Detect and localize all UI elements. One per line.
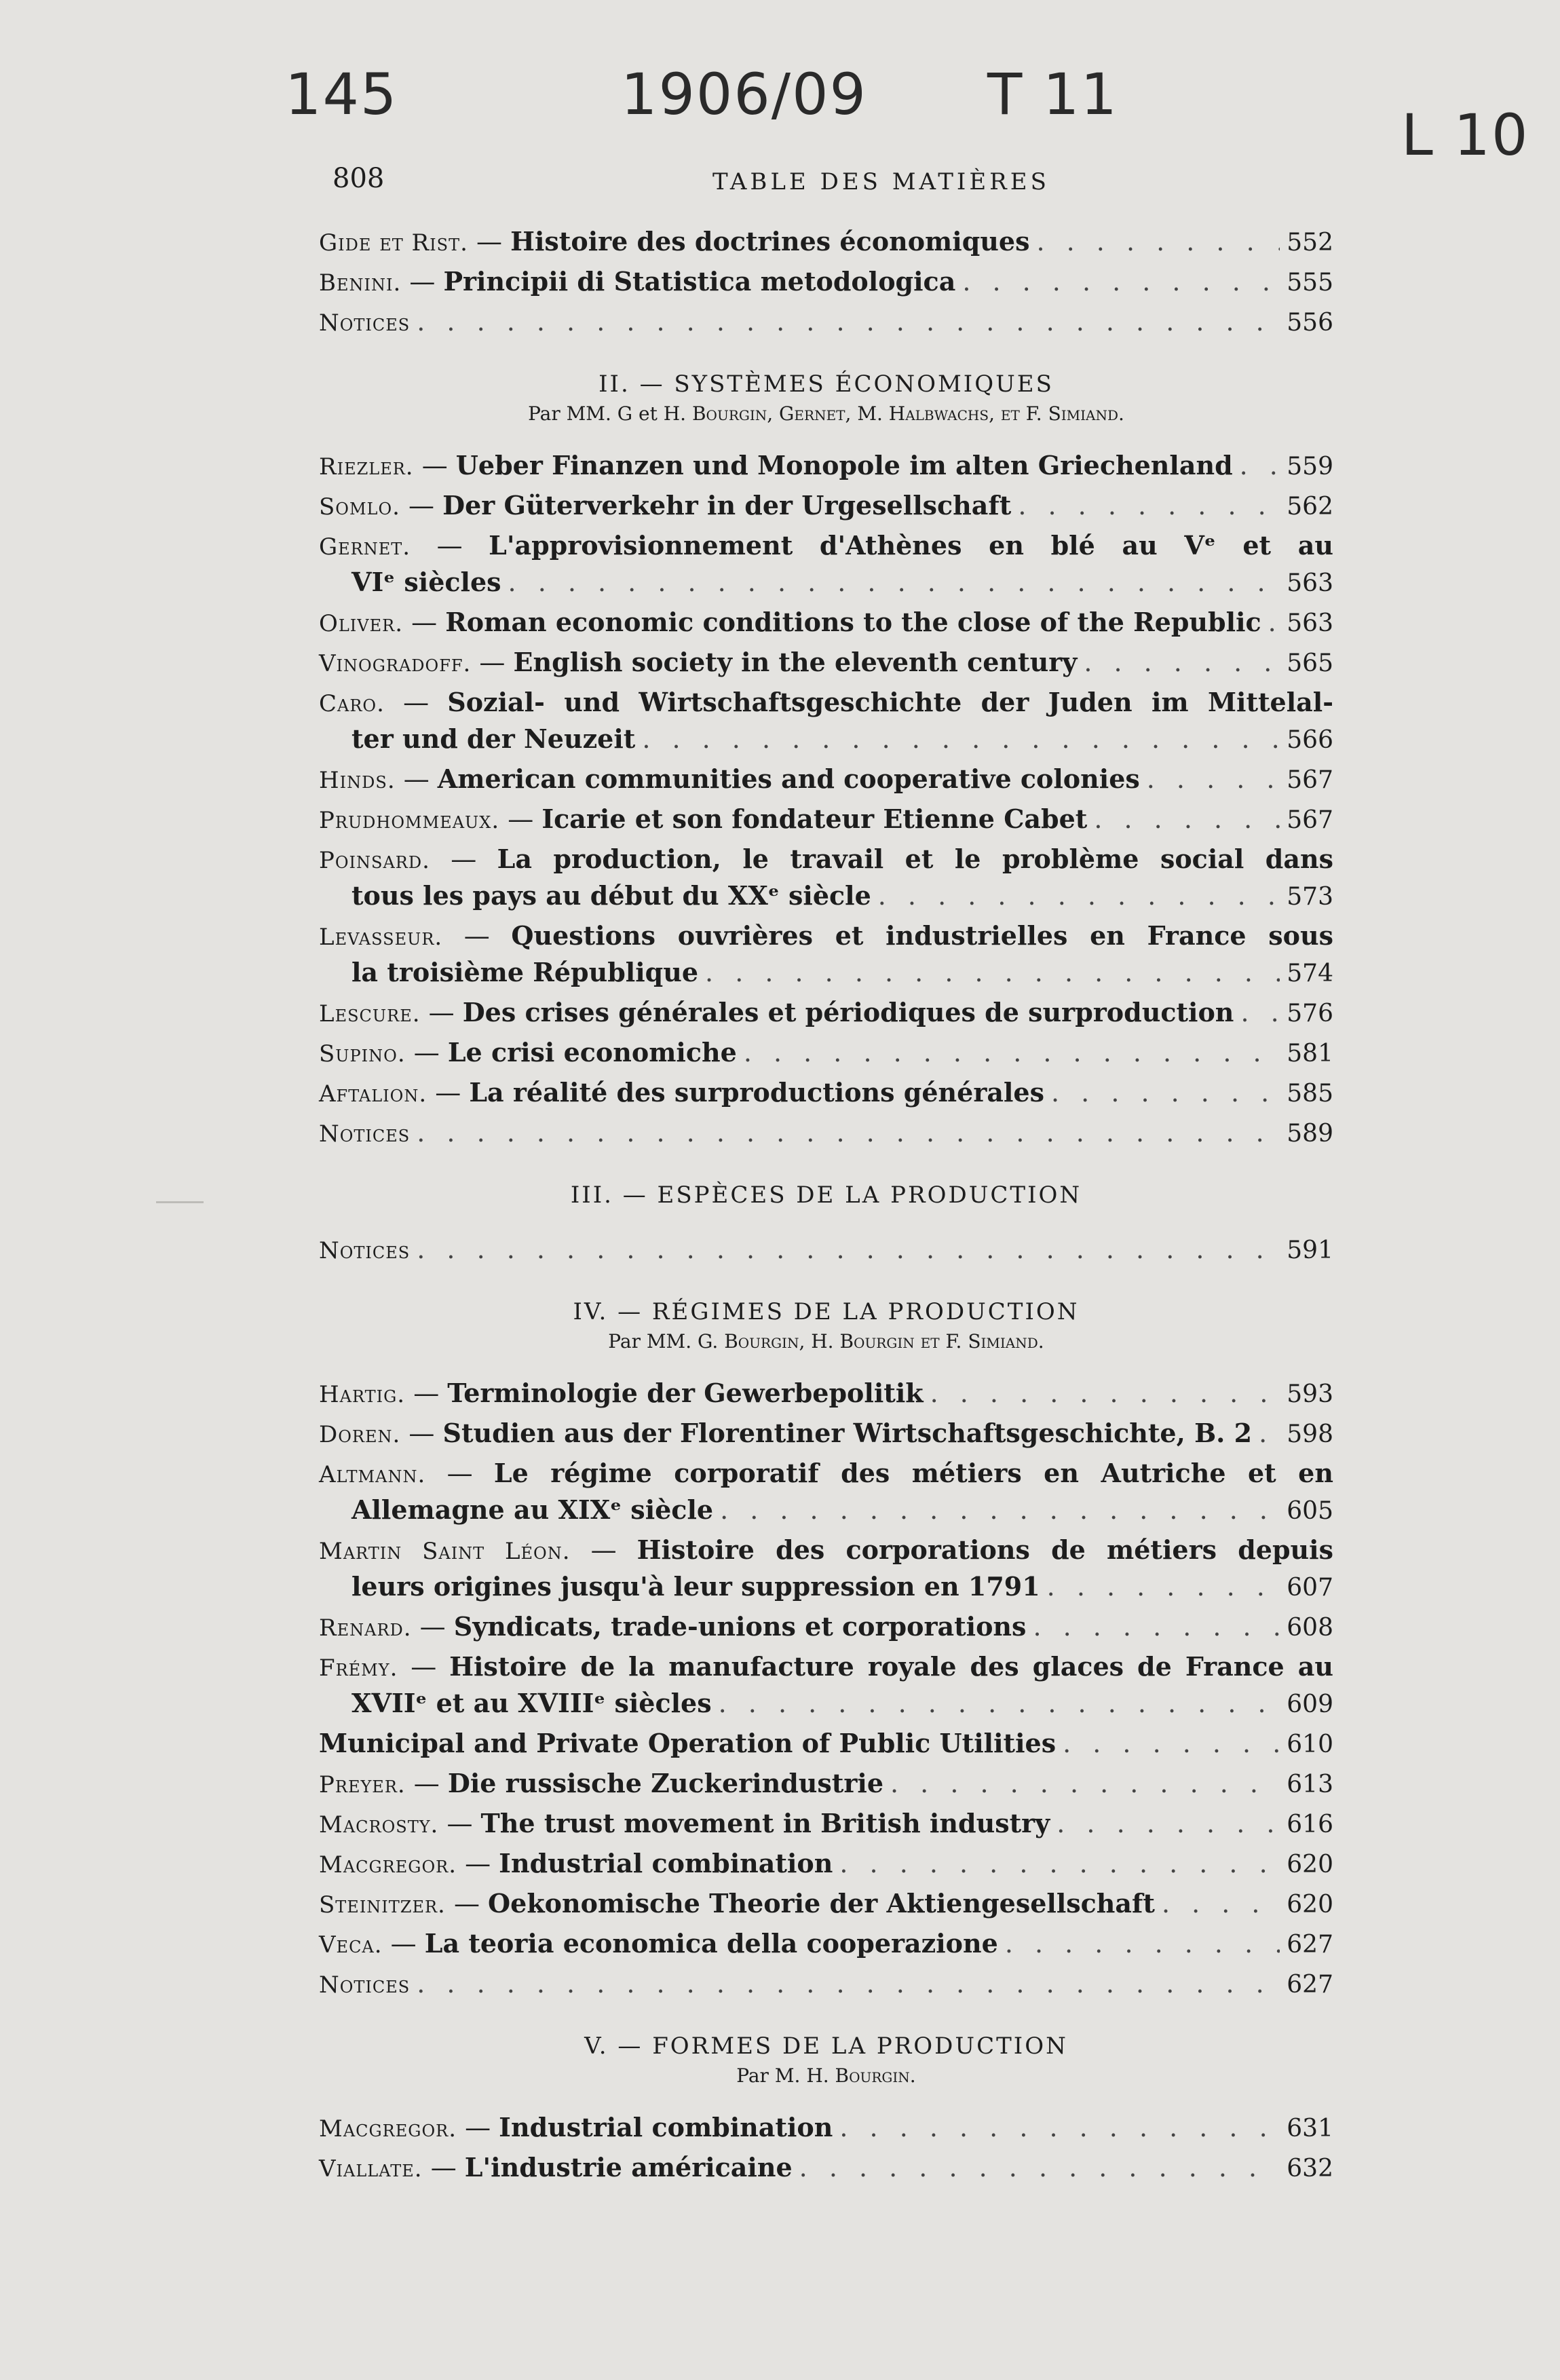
entry-author: Preyer. [319, 1771, 406, 1798]
entry-text [319, 224, 1029, 261]
page-number: 808 [332, 163, 385, 194]
entry-line [319, 645, 1333, 681]
entry-dash: — [398, 1652, 450, 1682]
entry-author: Altmann. [319, 1461, 426, 1488]
entry-text [319, 2150, 793, 2187]
dot-leader [1051, 1075, 1280, 1110]
handwritten-annotation-left: 145 [285, 61, 398, 128]
entry-line [319, 1886, 1333, 1923]
entry-author: Macgregor. [319, 1851, 457, 1878]
entry-dash: — [442, 921, 512, 951]
entry-author: Somlo. [319, 493, 400, 521]
entry-author: Hinds. [319, 767, 396, 794]
section-heading-3: III. — ESPÈCES DE LA PRODUCTION [570, 1182, 1082, 1209]
entry-text [319, 488, 1011, 525]
byline-names: Bourgin, Gernet, M. Halbwachs, et F. Simiand. [691, 402, 1124, 425]
section-heading-5: V. — FORMES DE LA PRODUCTION [584, 2033, 1068, 2060]
dot-leader [1240, 448, 1280, 483]
toc-entry [319, 488, 1333, 525]
byline-prefix: Par MM. G. [608, 1330, 719, 1353]
entry-line [319, 1926, 1333, 1963]
entry-title: Le régime corporatif des métiers en Autriche et en [493, 1458, 1333, 1488]
toc-entry [319, 918, 1333, 991]
entry-text [319, 2110, 833, 2147]
entry-title-continued: VIᵉ siècles [351, 567, 501, 597]
entry-author: Prudhommeaux. [319, 807, 500, 834]
entry-continuation-line [319, 878, 1333, 915]
entry-page: 591 [1287, 1236, 1333, 1264]
handwritten-annotation-volume: T 11 [987, 61, 1118, 128]
entry-author: Viallate. [319, 2155, 423, 2183]
entry-page: 607 [1287, 1574, 1333, 1602]
toc-entry [319, 995, 1333, 1032]
dot-leader [839, 2110, 1280, 2145]
dot-leader [744, 1035, 1280, 1070]
toc-entry [319, 605, 1333, 641]
entry-page: 608 [1287, 1614, 1333, 1642]
dot-leader [720, 1492, 1280, 1528]
toc-entry [319, 1886, 1333, 1923]
entry-text [319, 605, 1261, 641]
entry-line [319, 224, 1333, 261]
entry-page: 565 [1287, 649, 1333, 677]
entry-line [319, 2110, 1333, 2147]
entry-title: Roman economic conditions to the close of the Republic [445, 607, 1261, 637]
entry-page: 632 [1287, 2155, 1333, 2183]
entry-line [319, 304, 1333, 341]
entry-dash: — [427, 1078, 470, 1108]
toc-entry [319, 528, 1333, 601]
entry-continuation-line [319, 955, 1333, 991]
entry-page: 566 [1287, 726, 1333, 754]
entry-page: 627 [1287, 1971, 1333, 1999]
entry-page: 562 [1287, 493, 1333, 521]
entry-line [319, 1726, 1333, 1762]
entry-title-line [319, 1456, 1333, 1492]
entry-line [319, 1075, 1333, 1112]
entry-dash: — [405, 1769, 448, 1798]
entry-author: Oliver. [319, 610, 404, 637]
entry-dash: — [400, 491, 443, 521]
dot-leader [1036, 224, 1280, 259]
entry-text [319, 264, 955, 301]
entry-dash: — [411, 1612, 454, 1642]
entry-page: 616 [1287, 1811, 1333, 1838]
toc-entry [319, 448, 1333, 485]
entry-page: 573 [1287, 883, 1333, 911]
entry-page: 576 [1287, 1000, 1333, 1027]
entry-title-continued: leurs origines jusqu'à leur suppression en 1791 [351, 1571, 1040, 1602]
dot-leader [1240, 995, 1280, 1030]
entry-title: Icarie et son fondateur Etienne Cabet [541, 804, 1088, 834]
entry-title: Principii di Statistica metodologica [443, 266, 956, 297]
entry-text [319, 645, 1077, 681]
entry-author: Vinogradoff. [319, 650, 472, 677]
entry-dash: — [395, 764, 438, 794]
section-byline-4 [319, 1328, 1333, 1355]
toc-entry [319, 1376, 1333, 1412]
entry-title: Histoire de la manufacture royale des glaces de France au [449, 1651, 1333, 1682]
entry-dash: — [413, 451, 456, 480]
entry-line [319, 1416, 1333, 1452]
toc-entry [319, 1075, 1333, 1112]
toc-group-4 [319, 1376, 1333, 2003]
dot-leader [839, 1846, 1280, 1881]
dot-leader [417, 304, 1280, 339]
margin-mark [156, 1201, 204, 1203]
dot-leader [1268, 605, 1280, 640]
dot-leader [1018, 488, 1280, 523]
byline-names: Bourgin, H. Bourgin et F. Simiand. [724, 1330, 1044, 1353]
entry-title: Ueber Finanzen und Monopole im alten Griechenland [455, 450, 1233, 480]
entry-page: 581 [1287, 1040, 1333, 1068]
entry-title: Syndicats, trade-unions et corporations [453, 1611, 1027, 1642]
running-head: TABLE DES MATIÈRES [712, 168, 1050, 195]
table-of-contents [319, 224, 1333, 2190]
entry-line [319, 1609, 1333, 1646]
entry-dash: — [420, 998, 463, 1027]
entry-dash: — [570, 1535, 637, 1565]
entry-page: 609 [1287, 1690, 1333, 1718]
toc-entry [319, 1532, 1333, 1606]
dot-leader [878, 878, 1280, 913]
entry-dash: — [499, 804, 542, 834]
entry-text [319, 801, 1087, 838]
dot-leader [719, 1686, 1280, 1721]
entry-line [319, 1376, 1333, 1412]
entry-notices: Notices [319, 309, 411, 337]
entry-text [319, 1075, 1044, 1112]
entry-page: 552 [1287, 229, 1333, 257]
dot-leader [508, 565, 1280, 600]
entry-title-line [319, 842, 1333, 878]
entry-text [319, 1035, 737, 1072]
entry-author: Gide et Rist. [319, 229, 468, 257]
entry-page: 555 [1287, 269, 1333, 297]
entry-text [319, 1115, 410, 1152]
entry-author: Poinsard. [319, 847, 430, 874]
entry-text [319, 1609, 1026, 1646]
entry-dash: — [411, 531, 489, 561]
entry-title: Studien aus der Florentiner Wirtschaftsgeschichte, B. 2 [442, 1418, 1253, 1448]
entry-dash: — [445, 1889, 489, 1919]
entry-dash: — [401, 267, 444, 297]
entry-page: 620 [1287, 1891, 1333, 1919]
section-heading-2: II. — SYSTÈMES ÉCONOMIQUES [598, 371, 1054, 398]
handwritten-annotation-right: L 10 [1401, 102, 1529, 168]
entry-text [319, 761, 1140, 798]
entry-line [319, 488, 1333, 525]
entry-page: 593 [1287, 1380, 1333, 1408]
entry-dash: — [384, 687, 448, 717]
entry-line [319, 264, 1333, 301]
entry-text [319, 1926, 998, 1963]
entry-author: Caro. [319, 690, 385, 717]
toc-entry [319, 1456, 1333, 1529]
entry-title-line [319, 528, 1333, 565]
entry-continuation-line [319, 1492, 1333, 1529]
dot-leader [962, 264, 1280, 299]
toc-entry [319, 1609, 1333, 1646]
entry-title: The trust movement in British industry [480, 1808, 1050, 1838]
entry-title: Questions ouvrières et industrielles en France sous [511, 920, 1333, 951]
entry-line [319, 1966, 1333, 2003]
toc-entry [319, 2110, 1333, 2147]
entry-line [319, 995, 1333, 1032]
entry-title: English society in the eleventh century [513, 647, 1078, 677]
entry-continuation-line [319, 1569, 1333, 1606]
entry-line [319, 761, 1333, 798]
section-heading-4: IV. — RÉGIMES DE LA PRODUCTION [573, 1298, 1080, 1325]
entry-author: Macrosty. [319, 1811, 439, 1838]
section-byline-2 [319, 400, 1333, 428]
toc-entry [319, 645, 1333, 681]
dot-leader [1084, 645, 1280, 680]
toc-entry [319, 224, 1333, 261]
entry-page: 559 [1287, 453, 1333, 480]
entry-author: Doren. [319, 1421, 401, 1448]
toc-group-1 [319, 224, 1333, 341]
entry-line [319, 1232, 1333, 1268]
entry-title: Des crises générales et périodiques de surproduction [462, 997, 1234, 1027]
entry-line [319, 801, 1333, 838]
entry-dash: — [403, 607, 446, 637]
entry-page: 589 [1287, 1120, 1333, 1148]
entry-author: Riezler. [319, 453, 414, 480]
toc-entry [319, 1115, 1333, 1152]
entry-line [319, 605, 1333, 641]
entry-text [319, 1846, 833, 1883]
entry-title-line [319, 1532, 1333, 1569]
entry-title: Die russische Zuckerindustrie [447, 1768, 883, 1798]
toc-entry [319, 761, 1333, 798]
entry-title: La teoria economica della cooperazione [424, 1928, 998, 1959]
entry-notices: Notices [319, 1971, 411, 1999]
dot-leader [799, 2150, 1280, 2185]
toc-entry [319, 1926, 1333, 1963]
dot-leader [1005, 1926, 1280, 1961]
byline-names: Bourgin. [835, 2064, 916, 2087]
entry-line [319, 1766, 1333, 1802]
entry-dash: — [468, 227, 511, 257]
entry-page: 610 [1287, 1731, 1333, 1758]
entry-author: Macgregor. [319, 2115, 457, 2142]
dot-leader [417, 1232, 1280, 1267]
handwritten-annotation-date: 1906/09 [621, 61, 867, 128]
entry-notices: Notices [319, 1237, 411, 1264]
entry-line [319, 2150, 1333, 2187]
entry-continuation-line [319, 721, 1333, 758]
entry-title-continued: la troisième République [351, 957, 699, 987]
toc-entry [319, 1649, 1333, 1722]
dot-leader [417, 1966, 1280, 2001]
toc-group-3 [319, 1232, 1333, 1268]
entry-page: 563 [1287, 609, 1333, 637]
toc-entry [319, 2150, 1333, 2187]
entry-text [319, 995, 1234, 1032]
entry-title-continued: ter und der Neuzeit [351, 723, 636, 754]
entry-author: Hartig. [319, 1381, 406, 1408]
entry-author: Gernet. [319, 533, 411, 561]
entry-line [319, 1035, 1333, 1072]
entry-text [319, 1232, 410, 1268]
entry-page: 627 [1287, 1931, 1333, 1959]
entry-author: Veca. [319, 1931, 383, 1959]
dot-leader [1047, 1569, 1280, 1604]
dot-leader [1147, 761, 1280, 797]
entry-page: 567 [1287, 766, 1333, 794]
entry-title-line [319, 1649, 1333, 1686]
entry-page: 567 [1287, 806, 1333, 834]
entry-title-line [319, 918, 1333, 955]
toc-entry [319, 1035, 1333, 1072]
entry-title: Industrial combination [499, 2112, 833, 2142]
entry-page: 631 [1287, 2115, 1333, 2142]
entry-text [319, 1376, 924, 1412]
entry-text [319, 448, 1233, 485]
byline-prefix: Par MM. G et H. [528, 402, 687, 425]
entry-title-continued: XVIIᵉ et au XVIIIᵉ siècles [351, 1688, 712, 1718]
toc-entry [319, 1766, 1333, 1802]
entry-title-continued: tous les pays au début du XXᵉ siècle [351, 880, 871, 911]
entry-title: Der Güterverkehr in der Urgesellschaft [442, 490, 1012, 521]
entry-title: La réalité des surproductions générales [469, 1077, 1045, 1108]
toc-group-5 [319, 2110, 1333, 2187]
entry-title: Histoire des corporations de métiers depuis [636, 1534, 1333, 1565]
entry-line [319, 1115, 1333, 1152]
entry-author: Renard. [319, 1614, 412, 1642]
entry-dash: — [438, 1809, 481, 1838]
entry-notices: Notices [319, 1120, 411, 1148]
entry-page: 605 [1287, 1497, 1333, 1525]
entry-page: 598 [1287, 1420, 1333, 1448]
entry-page: 585 [1287, 1080, 1333, 1108]
entry-page: 620 [1287, 1851, 1333, 1878]
dot-leader [1057, 1806, 1280, 1841]
entry-page: 563 [1287, 569, 1333, 597]
dot-leader [1063, 1726, 1280, 1761]
entry-title: Terminologie der Gewerbepolitik [447, 1378, 924, 1408]
entry-dash: — [430, 844, 497, 874]
entry-page: 574 [1287, 960, 1333, 987]
dot-leader [642, 721, 1280, 757]
toc-entry [319, 1846, 1333, 1883]
entry-title: L'approvisionnement d'Athènes en blé au Vᵉ et au [489, 530, 1333, 561]
toc-entry [319, 1966, 1333, 2003]
entry-author: Aftalion. [319, 1080, 427, 1108]
entry-title: Municipal and Private Operation of Public Utilities [319, 1728, 1057, 1758]
entry-text [319, 1806, 1050, 1843]
entry-dash: — [382, 1929, 425, 1959]
byline-prefix: Par M. H. [736, 2064, 829, 2087]
entry-title: Industrial combination [499, 1848, 833, 1878]
toc-entry [319, 1726, 1333, 1762]
entry-title: American communities and cooperative colonies [437, 763, 1140, 794]
entry-page: 556 [1287, 309, 1333, 337]
toc-entry [319, 1806, 1333, 1843]
entry-page: 613 [1287, 1771, 1333, 1798]
dot-leader [1162, 1886, 1280, 1921]
toc-group-2 [319, 448, 1333, 1152]
toc-entry [319, 842, 1333, 915]
entry-text [319, 304, 410, 341]
entry-text [319, 1886, 1155, 1923]
entry-author: Benini. [319, 269, 402, 297]
entry-line [319, 1846, 1333, 1883]
toc-entry [319, 1232, 1333, 1268]
entry-line [319, 448, 1333, 485]
entry-dash: — [400, 1418, 443, 1448]
entry-dash: — [405, 1038, 448, 1068]
entry-dash: — [457, 1849, 499, 1878]
entry-continuation-line [319, 1686, 1333, 1722]
entry-title: L'industrie américaine [464, 2152, 793, 2183]
entry-author: Steinitzer. [319, 1891, 446, 1919]
entry-title: Le crisi economiche [447, 1037, 737, 1068]
entry-title-line [319, 685, 1333, 721]
toc-entry [319, 801, 1333, 838]
entry-dash: — [457, 2113, 499, 2142]
entry-dash: — [471, 647, 514, 677]
entry-text [319, 1966, 410, 2003]
entry-author: Lescure. [319, 1000, 421, 1027]
dot-leader [1259, 1416, 1280, 1451]
dot-leader [1033, 1609, 1280, 1644]
toc-entry [319, 304, 1333, 341]
dot-leader [930, 1376, 1280, 1411]
entry-title-continued: Allemagne au XIXᵉ siècle [351, 1494, 714, 1525]
entry-author: Martin Saint Léon. [319, 1538, 571, 1565]
entry-dash: — [405, 1378, 448, 1408]
entry-title: Histoire des doctrines économiques [510, 226, 1030, 257]
entry-author: Frémy. [319, 1655, 398, 1682]
entry-line [319, 1806, 1333, 1843]
entry-dash: — [422, 2153, 465, 2183]
entry-title: Sozial- und Wirtschaftsgeschichte der Juden im Mittelal- [447, 687, 1333, 717]
entry-continuation-line [319, 565, 1333, 601]
entry-author: Levasseur. [319, 924, 443, 951]
entry-title: La production, le travail et le problème social dans [497, 844, 1333, 874]
entry-title: Oekonomische Theorie der Aktiengesellschaft [488, 1888, 1155, 1919]
toc-entry [319, 1416, 1333, 1452]
entry-text [319, 1766, 883, 1802]
dot-leader [705, 955, 1280, 990]
section-byline-5 [319, 2062, 1333, 2090]
toc-entry [319, 264, 1333, 301]
entry-dash: — [425, 1458, 494, 1488]
toc-entry [319, 685, 1333, 758]
dot-leader [1094, 801, 1280, 837]
entry-text [319, 1416, 1252, 1452]
entry-text [319, 1726, 1056, 1761]
entry-author: Supino. [319, 1040, 406, 1068]
dot-leader [417, 1115, 1280, 1150]
dot-leader [890, 1766, 1280, 1801]
